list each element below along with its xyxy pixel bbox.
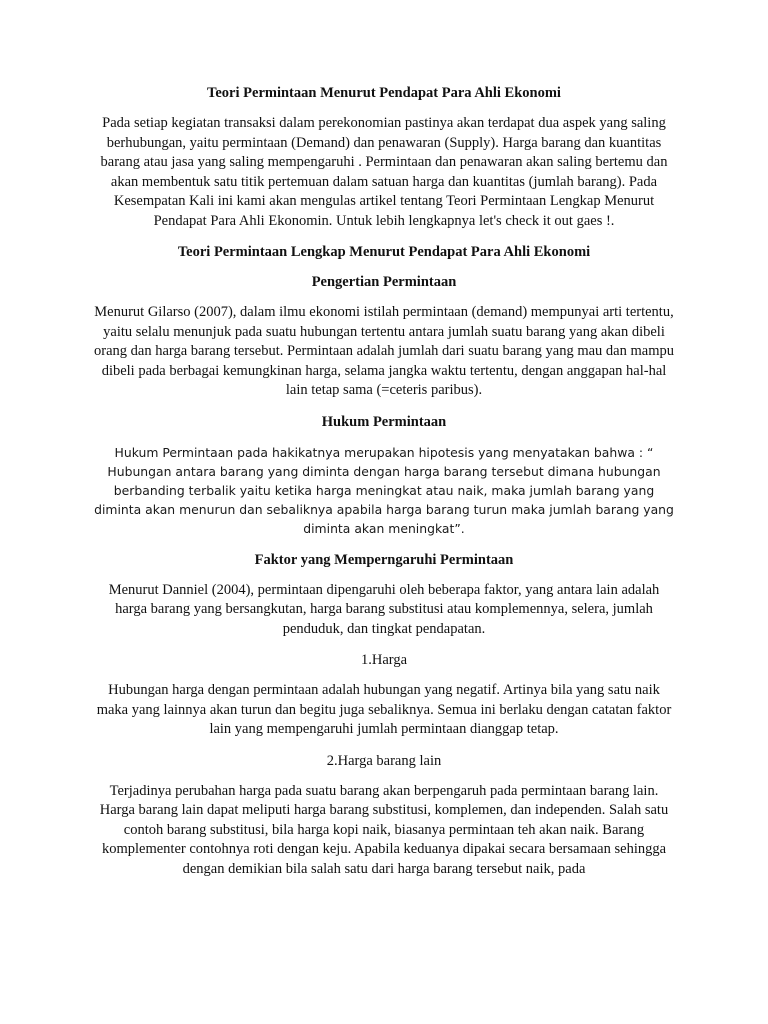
harga-lain-heading: 2.Harga barang lain [326, 752, 442, 769]
pengertian-paragraph: Menurut Gilarso (2007), dalam ilmu ekonomi istilah permintaan (demand) mempunyai arti tertentu, yaitu selalu menunjuk pada suatu hubungan tertentu antara jumlah suatu barang yang akan dibeli orang dan harga barang tersebut. Permintaan adalah jumlah dari suatu barang yang mau dan mampu dibeli pada berbagai kemungkinan harga, selama jangka waktu tertentu, dengan anggapan hal-hal lain tetap sama (=ceteris paribus). [94, 304, 674, 398]
hukum-paragraph: Hukum Permintaan pada hakikatnya merupakan hipotesis yang menyatakan bahwa : “ Hubungan antara barang yang diminta dengan harga barang tersebut dimana hubungan berbanding terbalik yaitu ketika harga meningkat atau naik, maka jumlah barang yang diminta akan menurun dan sebaliknya apabila harga barang turun maka jumlah barang yang diminta akan meningkat”. [94, 444, 674, 537]
harga-heading: 1.Harga [360, 652, 408, 669]
document-title: Teori Permintaan Menurut Pendapat Para Ahli Ekonomi [207, 85, 561, 101]
intro-paragraph: Pada setiap kegiatan transaksi dalam perekonomian pastinya akan terdapat dua aspek yang saling berhubungan, yaitu permintaan (Demand) dan penawaran (Supply). Harga barang dan kuantitas barang atau jasa yang saling mempengaruhi . Permintaan dan penawaran akan saling bertemu dan akan membentuk satu titik pertemuan dalam satuan harga dan kuantitas (jumlah barang). Pada Kesempatan Kali ini kami akan mengulas artikel tentang Teori Permintaan Lengkap Menurut Pendapat Para Ahli Ekonomin. Untuk lebih lengkapnya let's check it out gaes !. [100, 115, 668, 229]
hukum-heading: Hukum Permintaan [321, 413, 447, 430]
harga-paragraph: Hubungan harga dengan permintaan adalah hubungan yang negatif. Artinya bila yang satu naik maka yang lainnya akan turun dan begitu juga sebaliknya. Semua ini berlaku dengan catatan faktor lain yang mempengaruhi jumlah permintaan dianggap tetap. [96, 682, 672, 738]
faktor-heading: Faktor yang Memperngaruhi Permintaan [254, 551, 514, 568]
document-page [94, 84, 674, 891]
faktor-paragraph: Menurut Danniel (2004), permintaan dipengaruhi oleh beberapa faktor, yang antara lain adalah harga barang yang bersangkutan, harga barang substitusi atau komplemennya, selera, jumlah penduduk, dan tingkat pendapatan. [108, 581, 660, 637]
harga-lain-paragraph: Terjadinya perubahan harga pada suatu barang akan berpengaruh pada permintaan barang lain. Harga barang lain dapat meliputi harga barang substitusi, komplemen, dan independen. Salah satu contoh barang substitusi, bila harga kopi naik, biasanya permintaan teh akan naik. Barang komplementer contohnya roti dengan keju. Apabila keduanya dipakai secara bersamaan sehingga dengan demikian bila salah satu dari harga barang tersebut naik, pada [99, 782, 669, 877]
section-title: Teori Permintaan Lengkap Menurut Pendapat Para Ahli Ekonomi [177, 244, 591, 260]
pengertian-heading: Pengertian Permintaan [311, 274, 457, 290]
